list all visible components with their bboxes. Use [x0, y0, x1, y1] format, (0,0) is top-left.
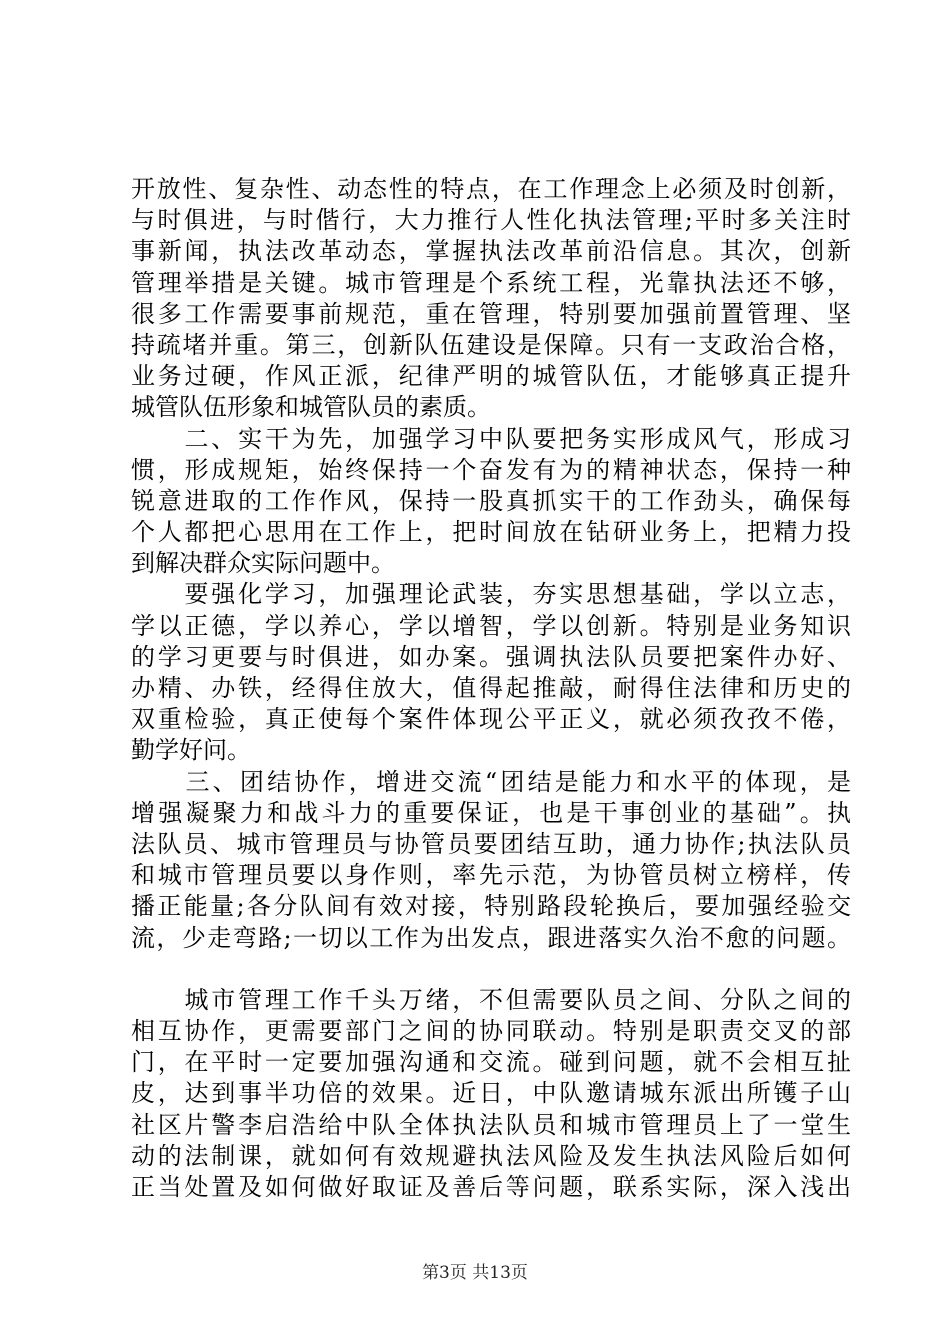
- paragraph-5: [131, 985, 851, 1203]
- text-line: 惯，形成规矩，始终保持一个奋发有为的精神状态，保持一种: [131, 455, 851, 484]
- text-line: 皮，达到事半功倍的效果。近日，中队邀请城东派出所镬子山: [131, 1079, 851, 1108]
- text-line: 正当处置及如何做好取证及善后等问题，联系实际，深入浅出: [131, 1173, 851, 1201]
- text-line: 个人都把心思用在工作上，把时间放在钻研业务上，把精力投: [131, 518, 851, 547]
- text-line: 城市管理工作千头万绪，不但需要队员之间、分队之间的: [131, 985, 851, 1014]
- paragraph-3: [131, 579, 851, 766]
- text-line: 二、实干为先，加强学习中队要把务实形成风气，形成习: [131, 424, 851, 453]
- text-line: 与时俱进，与时偕行，大力推行人性化执法管理;平时多关注时: [131, 206, 851, 235]
- text-line: 法队员、城市管理员与协管员要团结互助，通力协作;执法队员: [131, 829, 851, 858]
- text-line: 和城市管理员要以身作则，率先示范，为协管员树立榜样，传: [131, 861, 851, 890]
- paragraph-1: [131, 174, 851, 424]
- paragraph-4: [131, 767, 851, 954]
- text-line: 城管队伍形象和城管队员的素质。: [131, 393, 491, 422]
- text-line: 勤学好问。: [131, 736, 251, 765]
- text-line: 相互协作，更需要部门之间的协同联动。特别是职责交叉的部: [131, 1017, 851, 1046]
- paragraph-2: [131, 424, 851, 580]
- text-line: 播正能量;各分队间有效对接，特别路段轮换后，要加强经验交: [131, 892, 851, 921]
- text-line: 动的法制课，就如何有效规避执法风险及发生执法风险后如何: [131, 1141, 851, 1170]
- text-line: 业务过硬，作风正派，纪律严明的城管队伍，才能够真正提升: [131, 362, 851, 391]
- text-line: 持疏堵并重。第三，创新队伍建设是保障。只有一支政治合格，: [131, 330, 851, 359]
- text-line: 办精、办铁，经得住放大，值得起推敲，耐得住法律和历史的: [131, 674, 851, 702]
- text-line: 的学习更要与时俱进，如办案。强调执法队员要把案件办好、: [131, 642, 851, 671]
- text-line: 很多工作需要事前规范，重在管理，特别要加强前置管理、坚: [131, 299, 851, 328]
- text-line: 流，少走弯路;一切以工作为出发点，跟进落实久治不愈的问题。: [131, 923, 851, 952]
- body-text: [131, 174, 851, 1203]
- text-line: 事新闻，执法改革动态，掌握执法改革前沿信息。其次，创新: [131, 237, 851, 266]
- text-line: 增强凝聚力和战斗力的重要保证，也是干事创业的基础”。执: [131, 798, 851, 827]
- text-line: 社区片警李启浩给中队全体执法队员和城市管理员上了一堂生: [131, 1110, 851, 1139]
- text-line: 到解决群众实际问题中。: [131, 549, 395, 578]
- text-line: 三、团结协作，增进交流“团结是能力和水平的体现，是: [131, 767, 851, 796]
- text-line: 管理举措是关键。城市管理是个系统工程，光靠执法还不够，: [131, 268, 851, 297]
- text-line: 要强化学习，加强理论武装，夯实思想基础，学以立志，: [131, 580, 851, 609]
- paragraph-gap: [131, 954, 851, 985]
- text-line: 开放性、复杂性、动态性的特点，在工作理念上必须及时创新，: [131, 175, 851, 203]
- text-line: 学以正德，学以养心，学以增智，学以创新。特别是业务知识: [131, 611, 851, 640]
- text-line: 锐意进取的工作作风，保持一股真抓实干的工作劲头，确保每: [131, 486, 851, 515]
- page-number-footer: 第3页 共13页: [422, 1263, 528, 1283]
- text-line: 门，在平时一定要加强沟通和交流。碰到问题，就不会相互扯: [131, 1048, 851, 1077]
- text-line: 双重检验，真正使每个案件体现公平正义，就必须孜孜不倦，: [131, 705, 851, 734]
